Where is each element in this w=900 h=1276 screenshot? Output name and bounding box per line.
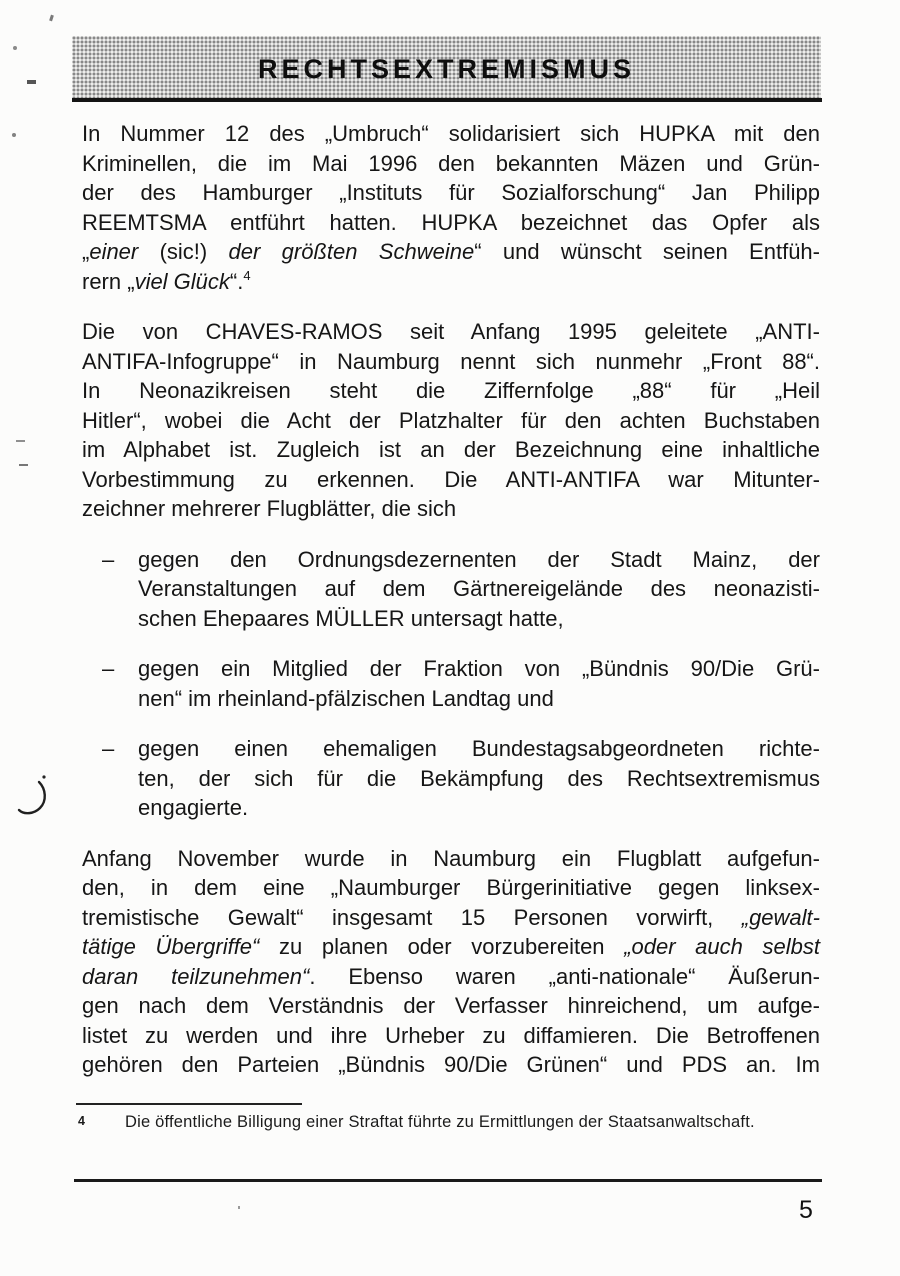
text-line: gehören den Parteien „Bündnis 90/Die Grünen“ und PDS an. Im (82, 1052, 820, 1077)
list-item (82, 734, 820, 823)
text-line: engagierte. (138, 795, 249, 820)
text-line: gen nach dem Verständnis der Verfasser hinreichend, um aufge- (82, 993, 820, 1018)
text-line: der des Hamburger „Instituts für Sozialforschung“ Jan Philipp (82, 180, 820, 205)
scan-artifact (238, 1206, 240, 1209)
paragraph (82, 844, 820, 1080)
text-line: Anfang November wurde in Naumburg ein Flugblatt aufgefun- (82, 845, 820, 871)
bullet-dash: – (102, 656, 115, 681)
text-line: den, in dem eine „Naumburger Bürgerinitiative gegen linksex- (82, 875, 820, 900)
text-line: gegen einen ehemaligen Bundestagsabgeordneten richte- (138, 736, 820, 761)
text-line: Vorbestimmung zu erkennen. Die ANTI-ANTIFA war Mitunter- (82, 466, 820, 492)
text-line: Die von CHAVES-RAMOS seit Anfang 1995 geleitete „ANTI- (82, 319, 820, 344)
scan-artifact (16, 440, 25, 442)
page-number: 5 (799, 1196, 813, 1224)
paragraph (82, 317, 820, 524)
scan-artifact (27, 80, 36, 84)
text-line: im Alphabet ist. Zugleich ist an der Bezeichnung eine inhaltliche (82, 437, 820, 462)
text-line: listet zu werden und ihre Urheber zu diffamieren. Die Betroffenen (82, 1022, 820, 1048)
footnote-rule (76, 1103, 302, 1105)
scan-artifact (12, 133, 16, 137)
header-rule (72, 98, 822, 102)
text-line: zeichner mehrerer Flugblätter, die sich (82, 496, 457, 521)
text-line: Veranstaltungen auf dem Gärtnereigelände des neonazisti- (138, 576, 820, 601)
scan-artifact (49, 15, 54, 22)
bullet-dash: – (102, 546, 115, 572)
section-title: RECHTSEXTREMISMUS (257, 54, 636, 84)
text-line: ANTIFA-Infogruppe“ in Naumburg nennt sich nunmehr „Front 88“. (82, 348, 820, 374)
list-item (82, 654, 820, 713)
footnote (78, 1113, 820, 1132)
text-line: „einer (sic!) der größten Schweine“ und wünscht seinen Entfüh- (82, 239, 820, 264)
text-line: tätige Übergriffe“ zu planen oder vorzubereiten „oder auch selbst (82, 934, 820, 959)
footnote-marker: 4 (78, 1114, 85, 1128)
footnote-text: Die öffentliche Billigung einer Straftat führte zu Ermittlungen der Staatsanwaltschaft. (125, 1113, 755, 1131)
text-line: In Nummer 12 des „Umbruch“ solidarisiert sich HUPKA mit den (82, 121, 820, 146)
scan-artifact (13, 46, 17, 50)
text-line: rern „viel Glück“.$^4$ (82, 267, 251, 294)
handwritten-pen-mark (10, 770, 56, 820)
section-header-banner (72, 36, 821, 98)
text-line: tremistische Gewalt“ insgesamt 15 Personen vorwirft, „gewalt- (82, 904, 820, 930)
text-line: gegen den Ordnungsdezernenten der Stadt Mainz, der (138, 546, 820, 572)
bullet-dash: – (102, 736, 115, 761)
text-line: Kriminellen, die im Mai 1996 den bekannten Mäzen und Grün- (82, 150, 820, 176)
text-line: ten, der sich für die Bekämpfung des Rechtsextremismus (138, 765, 820, 791)
paragraph (82, 119, 820, 296)
text-line: Hitler“, wobei die Acht der Platzhalter für den achten Buchstaben (82, 407, 820, 433)
scan-artifact (19, 464, 28, 466)
text-line: nen“ im rheinland-pfälzischen Landtag und (138, 685, 554, 711)
text-line: In Neonazikreisen steht die Ziffernfolge „88“ für „Heil (82, 378, 820, 403)
text-line: REEMTSMA entführt hatten. HUPKA bezeichnet das Opfer als (82, 209, 820, 235)
list-item (82, 545, 820, 634)
text-line: gegen ein Mitglied der Fraktion von „Bündnis 90/Die Grü- (138, 656, 820, 681)
body-text (82, 119, 820, 1080)
text-line: schen Ehepaares MÜLLER untersagt hatte, (138, 605, 564, 631)
footer-rule (74, 1179, 822, 1182)
text-line: daran teilzunehmen“. Ebenso waren „anti-nationale“ Äußerun- (82, 963, 820, 989)
